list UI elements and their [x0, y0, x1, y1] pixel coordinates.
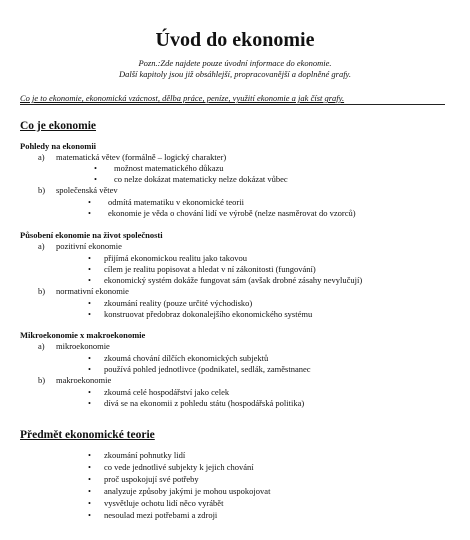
- bullet-text: ekonomický systém dokáže fungovat sám (avšak drobné zásahy nevylučují): [104, 275, 363, 285]
- group-title-pohledy: Pohledy na ekonomii: [20, 141, 97, 151]
- bullet-icon: •: [88, 462, 91, 472]
- bullet-text: analyzuje způsoby jakými je mohou uspokojovat: [104, 486, 271, 496]
- bullet-icon: •: [88, 510, 91, 520]
- bullet-icon: •: [88, 498, 91, 508]
- bullet-text: vysvětluje ochotu lidí něco vyrábět: [104, 498, 224, 508]
- bullet-text: konstruovat předobraz dokonalejšího ekonomického systému: [104, 309, 313, 319]
- bullet-text: používá pohled jednotlivce (podnikatel, sedlák, zaměstnanec: [104, 364, 311, 374]
- bullet-icon: •: [94, 163, 97, 173]
- bullet-text: nesoulad mezi potřebami a zdroji: [104, 510, 218, 520]
- section-heading-co-je-ekonomie: Co je ekonomie: [20, 120, 97, 132]
- divider: [20, 104, 445, 105]
- bullet-icon: •: [88, 474, 91, 484]
- bullet-icon: •: [88, 353, 91, 363]
- bullet-icon: •: [88, 309, 91, 319]
- note-line-2: Další kapitoly jsou již obsáhlejší, propracovanější a doplněné grafy.: [118, 69, 351, 79]
- bullet-text: ekonomie je věda o chování lidí ve výrobě (nelze nasměrovat do vzorců): [108, 208, 356, 218]
- bullet-icon: •: [88, 486, 91, 496]
- section-heading-predmet: Předmět ekonomické teorie: [20, 429, 155, 441]
- intro-text: Co je to ekonomie, ekonomická vzácnost, dělba práce, peníze, využití ekonomie a jak číst grafy.: [20, 93, 345, 103]
- list-item: b) normativní ekonomie: [38, 286, 129, 296]
- bullet-icon: •: [88, 298, 91, 308]
- bullet-text: dívá se na ekonomii z pohledu státu (hospodářská politika): [104, 398, 305, 408]
- bullet-icon: •: [88, 364, 91, 374]
- bullet-text: přijímá ekonomickou realitu jako takovou: [104, 253, 248, 263]
- bullet-text: co vede jednotlivé subjekty k jejich chování: [104, 462, 254, 472]
- list-item: a) mikroekonomie: [38, 341, 110, 351]
- list-item: b) společenská větev: [38, 185, 118, 195]
- bullet-text: zkoumání pohnutky lidí: [104, 450, 186, 460]
- bullet-icon: •: [88, 264, 91, 274]
- bullet-text: proč uspokojují své potřeby: [104, 474, 199, 484]
- bullet-text: možnost matematického důkazu: [114, 163, 224, 173]
- bullet-text: zkoumání reality (pouze určité východisko): [104, 298, 253, 308]
- group-title-mikro-makro: Mikroekonomie x makroekonomie: [20, 330, 146, 340]
- list-item: a) pozitivní ekonomie: [38, 241, 122, 251]
- bullet-icon: •: [88, 275, 91, 285]
- bullet-icon: •: [88, 398, 91, 408]
- bullet-text: cílem je realitu popisovat a hledat v ní zákonitosti (fungování): [104, 264, 316, 274]
- bullet-icon: •: [88, 197, 91, 207]
- bullet-text: zkoumá chování dílčích ekonomických subjektů: [104, 353, 269, 363]
- document-title: Úvod do ekonomie: [155, 29, 315, 51]
- bullet-text: odmítá matematiku v ekonomické teorii: [108, 197, 244, 207]
- bullet-text: zkoumá celé hospodářství jako celek: [104, 387, 230, 397]
- bullet-icon: •: [88, 387, 91, 397]
- bullet-icon: •: [88, 208, 91, 218]
- list-item: a) matematická větev (formálně – logický charakter): [38, 152, 227, 162]
- group-title-pusobeni: Působení ekonomie na život společnosti: [20, 230, 163, 240]
- note-line-1: Pozn.:Zde najdete pouze úvodní informace do ekonomie.: [138, 58, 332, 68]
- bullet-icon: •: [88, 450, 91, 460]
- bullet-text: co nelze dokázat matematicky nelze dokázat vůbec: [114, 174, 288, 184]
- list-item: b) makroekonomie: [38, 375, 112, 385]
- bullet-icon: •: [88, 253, 91, 263]
- bullet-icon: •: [94, 174, 97, 184]
